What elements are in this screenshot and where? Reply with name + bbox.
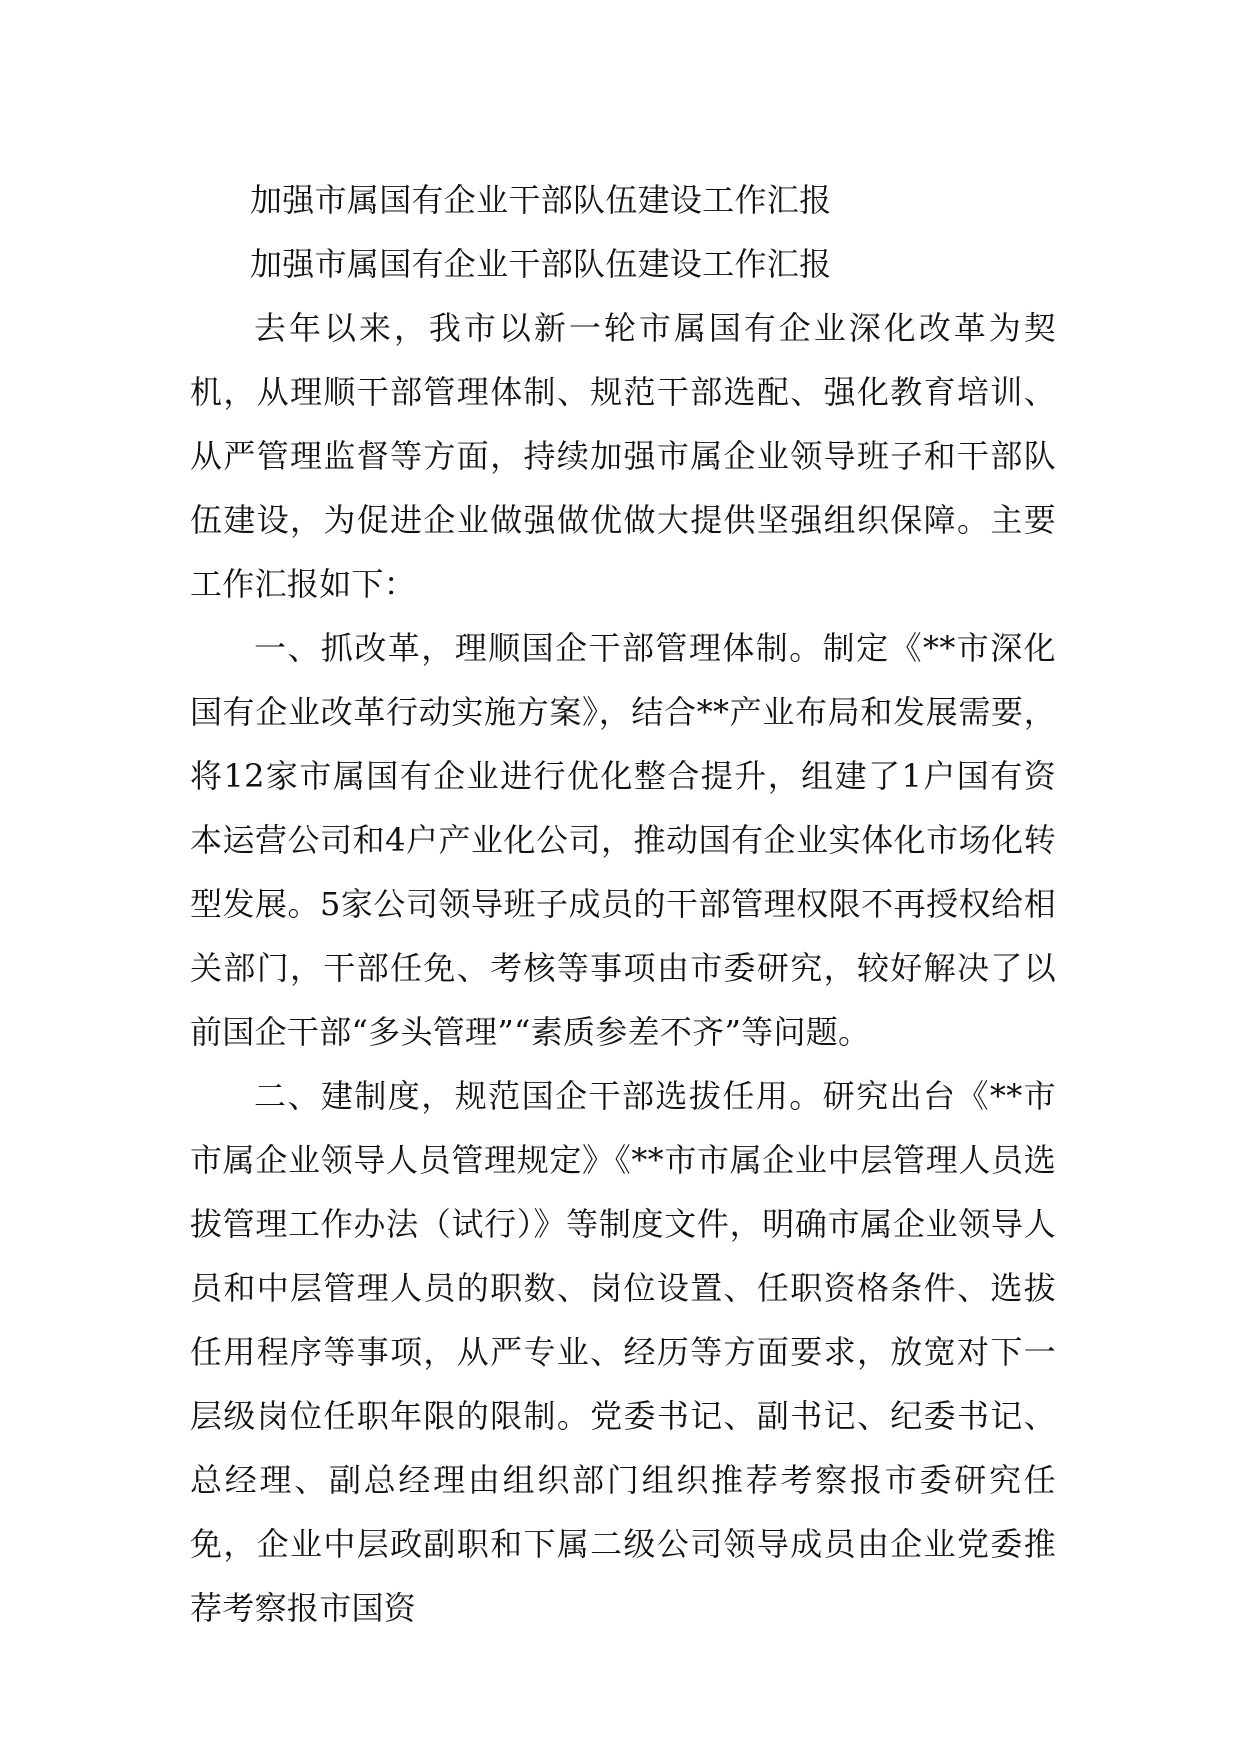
paragraph-reform: 一、抓改革，理顺国企干部管理体制。制定《**市深化国有企业改革行动实施方案》，结合**产业布局和发展需要，将12家市属国有企业进行优化整合提升，组建了1户国有资本运营公司和4户产业化公司，推动国有企业实体化市场化转型发展。5家公司领导班子成员的干部管理权限不再授权给相关部门，干部任免、考核等事项由市委研究，较好解决了以前国企干部“多头管理”“素质参差不齐”等问题。 <box>190 629 1056 1051</box>
paragraph-system: 二、建制度，规范国企干部选拔任用。研究出台《**市市属企业领导人员管理规定》《**市市属企业中层管理人员选拔管理工作办法（试行）》等制度文件，明确市属企业领导人员和中层管理人员的职数、岗位设置、任职资格条件、选拔任用程序等事项，从严专业、经历等方面要求，放宽对下一层级岗位任职年限的限制。党委书记、副书记、纪委书记、总经理、副总经理由组织部门组织推荐考察报市委研究任免，企业中层政副职和下属二级公司领导成员由企业党委推荐考察报市国资 <box>190 1077 1056 1627</box>
document-title: 加强市属国有企业干部队伍建设工作汇报 <box>250 181 832 219</box>
document-body <box>190 168 1056 1640</box>
paragraph-intro: 去年以来，我市以新一轮市属国有企业深化改革为契机，从理顺干部管理体制、规范干部选配、强化教育培训、从严管理监督等方面，持续加强市属企业领导班子和干部队伍建设，为促进企业做强做优做大提供坚强组织保障。主要工作汇报如下： <box>190 309 1056 603</box>
document-subtitle: 加强市属国有企业干部队伍建设工作汇报 <box>250 245 832 283</box>
